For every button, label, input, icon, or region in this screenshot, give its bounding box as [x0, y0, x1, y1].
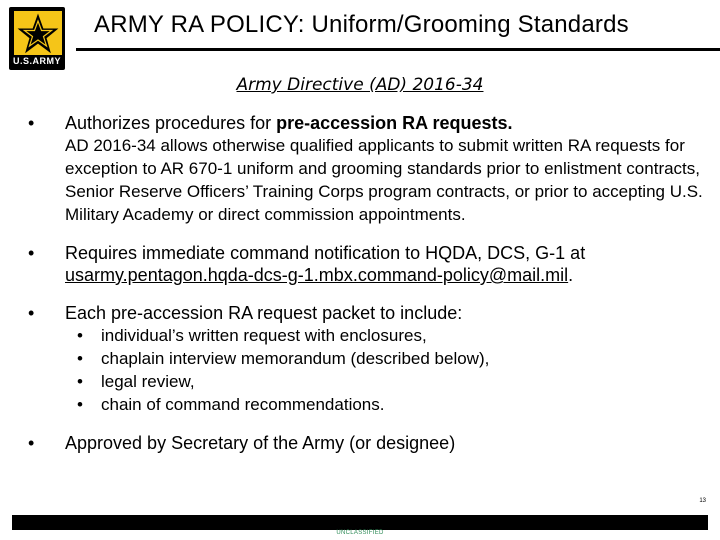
- bullet-packet-text: Each pre-accession RA request packet to include:: [65, 303, 463, 323]
- title-divider: [76, 48, 720, 51]
- sub-list-item: [65, 370, 708, 393]
- sub-list-item: [65, 347, 708, 370]
- sub-item-text: legal review,: [101, 372, 195, 391]
- bullet-lead-text: Authorizes procedures for: [65, 113, 277, 133]
- page-number: 13: [699, 498, 706, 504]
- bullet-dot: •: [28, 243, 35, 263]
- bullet-dot: •: [28, 433, 35, 453]
- page-title: ARMY RA POLICY: Uniform/Grooming Standards: [94, 11, 629, 38]
- sub-bullet-dot: •: [77, 372, 83, 391]
- army-star-icon: [13, 10, 63, 56]
- bullet-body-paragraph: AD 2016-34 allows otherwise qualified applicants to submit written RA requests for exception to AR 670-1 uniform and grooming standards prior to enlistment contracts, Senior Reserve Officers’ Training Corps program contracts, or prior to accepting U.S. Military Academy or direct commission appointments.: [65, 136, 703, 224]
- sub-list-item: [65, 393, 708, 416]
- bullet-notification-text: Requires immediate command notification to HQDA, DCS, G-1 at: [65, 243, 586, 263]
- footer-bar: [12, 515, 708, 530]
- sub-bullet-dot: •: [77, 326, 83, 345]
- bullet-lead-bold: pre-accession RA requests.: [276, 113, 513, 133]
- sub-bullet-dot: •: [77, 395, 83, 414]
- bullet-packet: [28, 302, 708, 416]
- bullet-suffix: .: [568, 265, 574, 285]
- sub-item-text: chain of command recommendations.: [101, 395, 385, 414]
- bullet-dot: •: [28, 303, 35, 323]
- bullet-approved: [28, 432, 708, 454]
- sub-list-item: [65, 324, 708, 347]
- bullet-notification: [28, 242, 708, 286]
- bullet-authorizes: [28, 112, 708, 226]
- sub-bullet-dot: •: [77, 349, 83, 368]
- army-logo: [9, 7, 65, 70]
- bullet-dot: •: [28, 113, 35, 133]
- sub-item-text: individual’s written request with enclosures,: [101, 326, 427, 345]
- sub-item-text: chaplain interview memorandum (described below),: [101, 349, 490, 368]
- directive-subtitle: Army Directive (AD) 2016-34: [236, 75, 484, 95]
- bullet-approved-text: Approved by Secretary of the Army (or designee): [65, 433, 456, 453]
- email-link[interactable]: usarmy.pentagon.hqda-dcs-g-1.mbx.command-policy@mail.mil: [65, 265, 569, 285]
- classification-label: UNCLASSIFIED: [336, 530, 384, 536]
- logo-wordmark: U.S.ARMY: [12, 56, 61, 66]
- slide-body: [28, 112, 708, 454]
